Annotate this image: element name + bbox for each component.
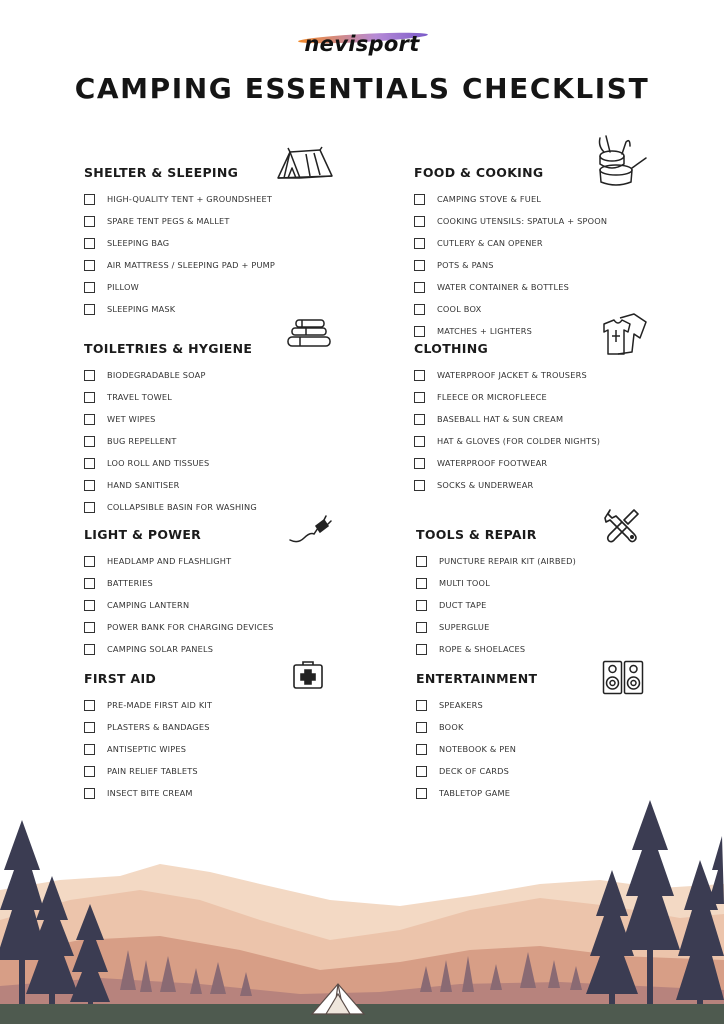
section-tools-repair <box>416 528 716 660</box>
item-label: ROPE & SHOELACES <box>439 644 526 654</box>
checklist-item <box>416 550 716 572</box>
checklist-item <box>84 188 384 210</box>
item-label: BUG REPELLENT <box>107 436 177 446</box>
checkbox[interactable] <box>416 700 427 711</box>
section-clothing <box>414 342 714 496</box>
checklist-item <box>84 452 384 474</box>
item-label: SLEEPING MASK <box>107 304 176 314</box>
checkbox[interactable] <box>414 304 425 315</box>
checkbox[interactable] <box>84 414 95 425</box>
checkbox[interactable] <box>84 622 95 633</box>
checklist-item <box>416 572 716 594</box>
checkbox[interactable] <box>416 578 427 589</box>
item-list <box>84 550 384 660</box>
item-label: POWER BANK FOR CHARGING DEVICES <box>107 622 274 632</box>
item-label: POTS & PANS <box>437 260 494 270</box>
checkbox[interactable] <box>84 436 95 447</box>
checkbox[interactable] <box>416 644 427 655</box>
item-label: COOKING UTENSILS: SPATULA + SPOON <box>437 216 608 226</box>
checklist-item <box>84 386 384 408</box>
checkbox[interactable] <box>84 722 95 733</box>
item-list <box>416 550 716 660</box>
checklist-item <box>84 232 384 254</box>
checkbox[interactable] <box>84 700 95 711</box>
checkbox[interactable] <box>84 282 95 293</box>
checklist-item <box>84 694 384 716</box>
checkbox[interactable] <box>414 480 425 491</box>
item-label: MATCHES + LIGHTERS <box>437 326 532 336</box>
checklist-item <box>84 430 384 452</box>
item-list <box>84 188 384 320</box>
item-label: COLLAPSIBLE BASIN FOR WASHING <box>107 502 257 512</box>
item-label: WATERPROOF FOOTWEAR <box>437 458 548 468</box>
cooking-pots-icon <box>596 134 648 188</box>
checkbox[interactable] <box>84 216 95 227</box>
item-label: SUPERGLUE <box>439 622 490 632</box>
checkbox[interactable] <box>84 644 95 655</box>
checklist-item <box>414 320 714 342</box>
checklist-item <box>414 210 714 232</box>
item-list <box>414 364 714 496</box>
checkbox[interactable] <box>84 502 95 513</box>
checklist-item <box>416 594 716 616</box>
section-title: TOILETRIES & HYGIENE <box>84 341 253 356</box>
item-label: WATERPROOF JACKET & TROUSERS <box>437 370 587 380</box>
item-label: BATTERIES <box>107 578 153 588</box>
checkbox[interactable] <box>84 600 95 611</box>
checkbox[interactable] <box>414 260 425 271</box>
item-label: CAMPING STOVE & FUEL <box>437 194 542 204</box>
item-label: LOO ROLL AND TISSUES <box>107 458 210 468</box>
section-title: LIGHT & POWER <box>84 527 202 542</box>
checklist-item <box>416 760 716 782</box>
checkbox[interactable] <box>416 722 427 733</box>
item-label: BASEBALL HAT & SUN CREAM <box>437 414 564 424</box>
checklist-item <box>84 276 384 298</box>
checklist-item <box>84 760 384 782</box>
checklist-item <box>84 716 384 738</box>
checkbox[interactable] <box>414 392 425 403</box>
item-label: DECK OF CARDS <box>439 766 510 776</box>
item-label: BIODEGRADABLE SOAP <box>107 370 206 380</box>
checklist-item <box>414 430 714 452</box>
checklist-item <box>416 738 716 760</box>
checklist-item <box>84 572 384 594</box>
checkbox[interactable] <box>84 370 95 381</box>
speakers-icon <box>602 660 644 696</box>
checkbox[interactable] <box>414 216 425 227</box>
checklist-item <box>84 298 384 320</box>
checklist-item <box>84 408 384 430</box>
checklist-item <box>414 298 714 320</box>
section-food-cooking <box>414 166 714 342</box>
tools-icon <box>604 508 640 544</box>
item-label: BOOK <box>439 722 464 732</box>
item-label: NOTEBOOK & PEN <box>439 744 517 754</box>
section-title: CLOTHING <box>414 341 489 356</box>
checkbox[interactable] <box>414 282 425 293</box>
section-toiletries-hygiene <box>84 342 384 518</box>
brand-name: nevisport <box>304 32 420 56</box>
section-title: TOOLS & REPAIR <box>416 527 537 542</box>
checkbox[interactable] <box>84 260 95 271</box>
checkbox[interactable] <box>414 194 425 205</box>
item-label: WET WIPES <box>107 414 156 424</box>
item-label: PILLOW <box>107 282 139 292</box>
checklist-item <box>414 188 714 210</box>
item-label: HAND SANITISER <box>107 480 180 490</box>
page-title: CAMPING ESSENTIALS CHECKLIST <box>74 72 650 105</box>
checklist-item <box>414 474 714 496</box>
checkbox[interactable] <box>416 766 427 777</box>
checkbox[interactable] <box>416 556 427 567</box>
item-label: TRAVEL TOWEL <box>107 392 173 402</box>
checklist-item <box>416 616 716 638</box>
item-label: CAMPING SOLAR PANELS <box>107 644 214 654</box>
checklist-item <box>416 694 716 716</box>
item-label: WATER CONTAINER & BOTTLES <box>437 282 570 292</box>
checkbox[interactable] <box>414 238 425 249</box>
checkbox[interactable] <box>84 578 95 589</box>
checklist-item <box>414 276 714 298</box>
item-label: FLEECE OR MICROFLEECE <box>437 392 547 402</box>
checkbox[interactable] <box>414 436 425 447</box>
section-title: SHELTER & SLEEPING <box>84 165 239 180</box>
item-label: CUTLERY & CAN OPENER <box>437 238 543 248</box>
section-title: ENTERTAINMENT <box>416 671 538 686</box>
checklist-item <box>414 452 714 474</box>
item-label: SLEEPING BAG <box>107 238 170 248</box>
checkbox[interactable] <box>84 766 95 777</box>
checkbox[interactable] <box>84 480 95 491</box>
checkbox[interactable] <box>84 392 95 403</box>
checkbox[interactable] <box>414 458 425 469</box>
checkbox[interactable] <box>416 622 427 633</box>
checklist-item <box>84 638 384 660</box>
item-label: SOCKS & UNDERWEAR <box>437 480 534 490</box>
item-label: SPEAKERS <box>439 700 483 710</box>
checklist-item <box>414 364 714 386</box>
item-label: TABLETOP GAME <box>439 788 511 798</box>
landscape-illustration <box>0 780 724 1028</box>
checklist-item <box>414 232 714 254</box>
item-label: INSECT BITE CREAM <box>107 788 193 798</box>
item-label: PRE-MADE FIRST AID KIT <box>107 700 213 710</box>
item-list <box>414 188 714 342</box>
checkbox[interactable] <box>414 370 425 381</box>
power-plug-icon <box>288 514 332 546</box>
checklist-item <box>84 474 384 496</box>
checklist-item <box>416 638 716 660</box>
section-title: FIRST AID <box>84 671 157 686</box>
item-label: PAIN RELIEF TABLETS <box>107 766 198 776</box>
item-label: PUNCTURE REPAIR KIT (AIRBED) <box>439 556 576 566</box>
section-light-power <box>84 528 384 660</box>
checkbox[interactable] <box>84 458 95 469</box>
towel-stack-icon <box>286 318 332 348</box>
checkbox[interactable] <box>414 326 425 337</box>
first-aid-kit-icon <box>292 660 324 690</box>
checklist-item <box>416 716 716 738</box>
checklist-item <box>414 408 714 430</box>
checklist-item <box>84 210 384 232</box>
item-list <box>84 364 384 518</box>
checklist-item <box>84 594 384 616</box>
checklist-item <box>84 738 384 760</box>
checkbox[interactable] <box>416 744 427 755</box>
checkbox[interactable] <box>84 304 95 315</box>
checklist-item <box>84 616 384 638</box>
checklist-item <box>414 386 714 408</box>
checklist-item <box>84 550 384 572</box>
item-label: PLASTERS & BANDAGES <box>107 722 210 732</box>
item-label: MULTI TOOL <box>439 578 490 588</box>
checklist-item <box>84 496 384 518</box>
item-label: HEADLAMP AND FLASHLIGHT <box>107 556 232 566</box>
item-label: AIR MATTRESS / SLEEPING PAD + PUMP <box>107 260 276 270</box>
checkbox[interactable] <box>84 194 95 205</box>
item-label: COOL BOX <box>437 304 482 314</box>
tent-icon <box>276 146 334 182</box>
brand-logo <box>0 32 724 56</box>
checklist-item <box>414 254 714 276</box>
checklist-item <box>84 364 384 386</box>
checkbox[interactable] <box>84 556 95 567</box>
section-title: FOOD & COOKING <box>414 165 544 180</box>
item-label: DUCT TAPE <box>439 600 487 610</box>
checkbox[interactable] <box>84 744 95 755</box>
item-label: HIGH-QUALITY TENT + GROUNDSHEET <box>107 194 273 204</box>
item-label: ANTISEPTIC WIPES <box>107 744 187 754</box>
item-label: HAT & GLOVES (FOR COLDER NIGHTS) <box>437 436 601 446</box>
checkbox[interactable] <box>414 414 425 425</box>
clothing-icon <box>600 312 648 358</box>
checkbox[interactable] <box>84 238 95 249</box>
checklist-item <box>84 254 384 276</box>
item-label: CAMPING LANTERN <box>107 600 190 610</box>
item-label: SPARE TENT PEGS & MALLET <box>107 216 230 226</box>
section-shelter-sleeping <box>84 166 384 320</box>
checkbox[interactable] <box>416 600 427 611</box>
